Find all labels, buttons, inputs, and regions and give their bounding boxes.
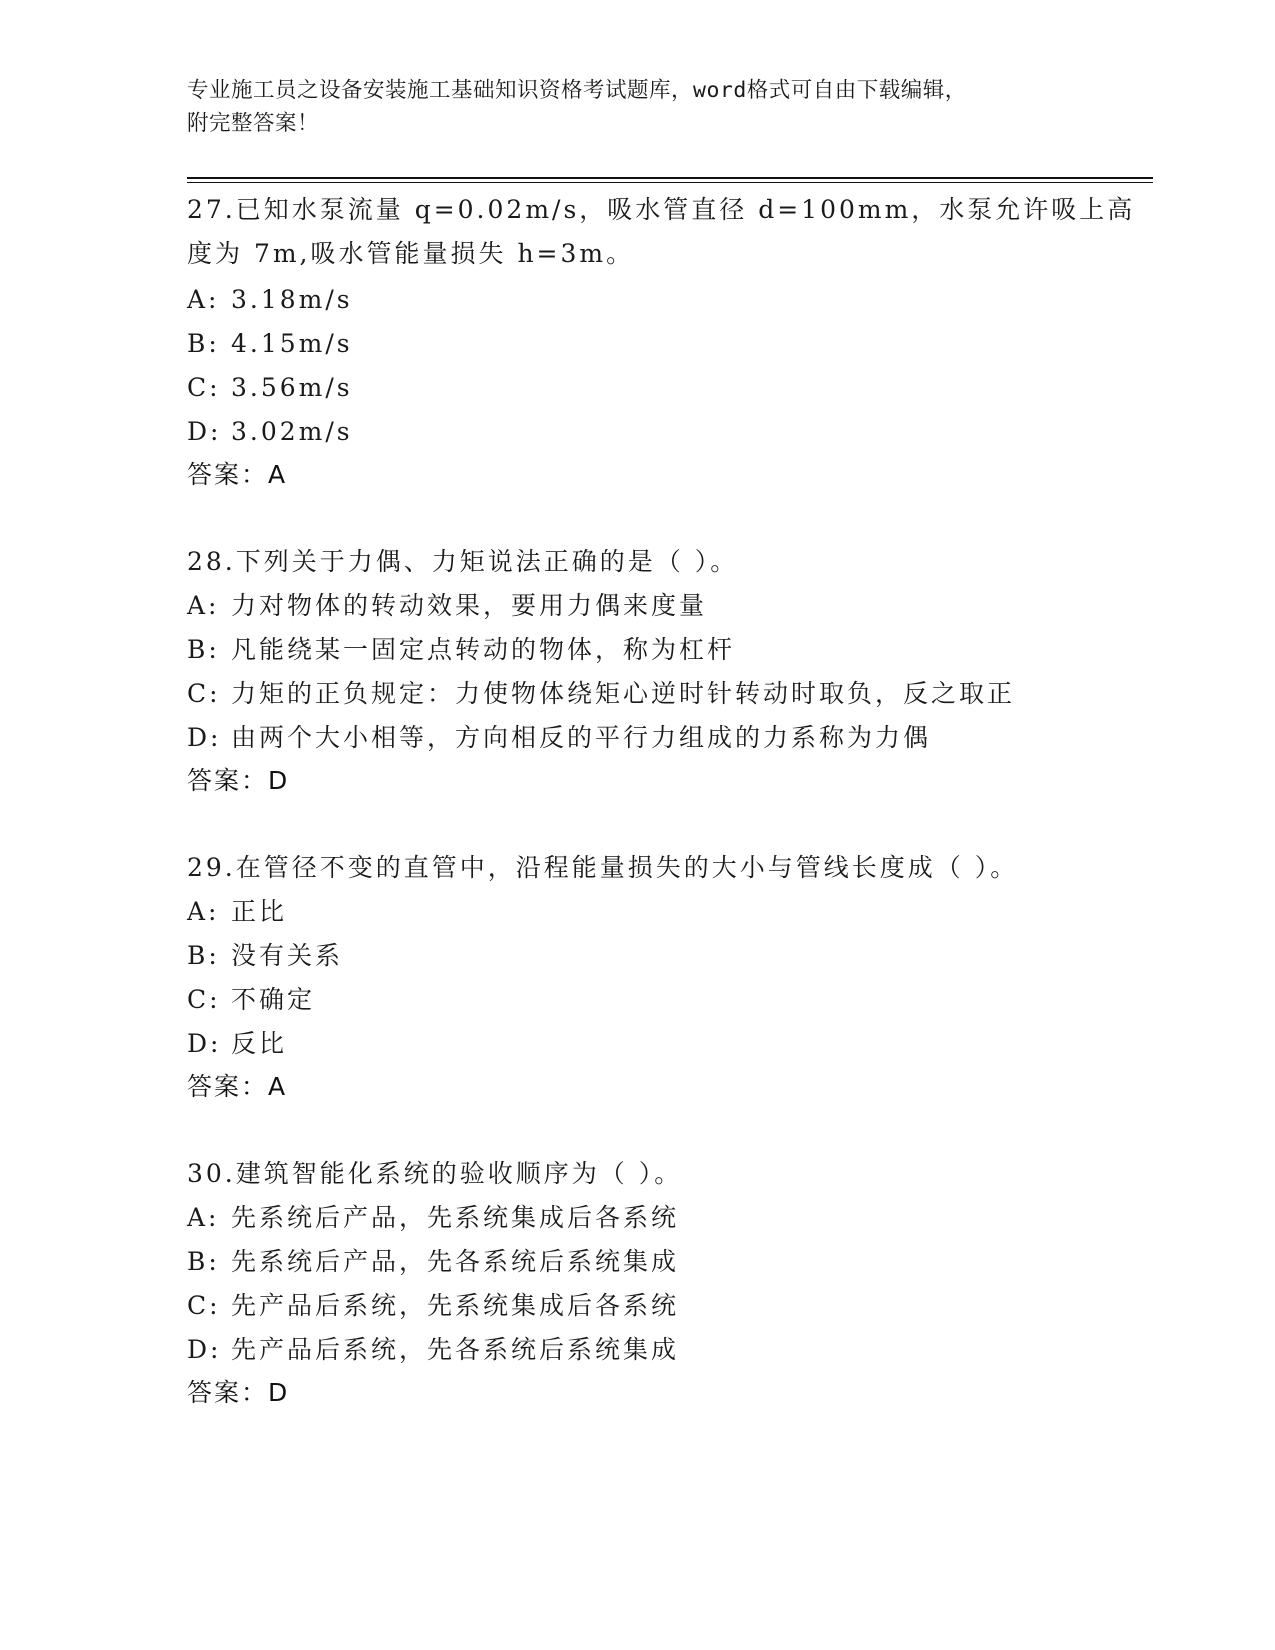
option-text: 力矩的正负规定：力使物体绕矩心逆时针转动时取负，反之取正 (231, 679, 1016, 708)
option-text: 反比 (231, 1029, 288, 1058)
question-28-option-d (187, 723, 931, 753)
option-text: 凡能绕某一固定点转动的物体，称为杠杆 (231, 635, 736, 664)
option-label: A: (187, 285, 220, 314)
question-29-option-d (187, 1029, 287, 1059)
document-header (187, 74, 1067, 140)
option-text: 先系统后产品，先各系统后系统集成 (231, 1247, 680, 1276)
question-28-option-b (187, 635, 735, 665)
option-label: A: (187, 1203, 220, 1232)
option-label: D: (187, 1335, 222, 1364)
option-text: 正比 (231, 897, 288, 926)
option-label: A: (187, 591, 220, 620)
question-27-stem-line-2: 度为 7m,吸水管能量损失 h=3m。 (187, 239, 635, 268)
question-30-option-a (187, 1203, 679, 1233)
option-text: 不确定 (231, 985, 316, 1014)
question-28-stem-line-1: 28.下列关于力偶、力矩说法正确的是（ ）。 (187, 547, 739, 576)
question-29-answer: 答案：A (187, 1072, 288, 1101)
question-27-option-b (187, 329, 353, 359)
option-label: D: (187, 1029, 222, 1058)
option-label: C: (187, 373, 221, 402)
question-27-stem-line-1: 27.已知水泵流量 q=0.02m/s，吸水管直径 d=100mm，水泵允许吸上高 (187, 195, 1136, 224)
question-27-option-c (187, 373, 353, 403)
option-label: B: (187, 329, 220, 358)
question-27-option-d (187, 417, 353, 447)
header-line-2: 附完整答案！ (187, 111, 320, 136)
question-29-option-c (187, 985, 315, 1015)
option-text: 先产品后系统，先各系统后系统集成 (231, 1335, 680, 1364)
option-text: 3.56m/s (231, 373, 353, 402)
question-30-option-b (187, 1247, 679, 1277)
option-text: 先系统后产品，先系统集成后各系统 (231, 1203, 680, 1232)
option-label: A: (187, 897, 220, 926)
option-text: 没有关系 (231, 941, 344, 970)
option-text: 3.18m/s (231, 285, 353, 314)
question-30-option-c (187, 1291, 679, 1321)
option-label: B: (187, 635, 220, 664)
question-28-option-c (187, 679, 1015, 709)
option-text: 由两个大小相等，方向相反的平行力组成的力系称为力偶 (231, 723, 932, 752)
option-text: 3.02m/s (231, 417, 353, 446)
question-29-stem-line-1: 29.在管径不变的直管中，沿程能量损失的大小与管线长度成（ ）。 (187, 853, 1019, 882)
question-27-answer: 答案：A (187, 460, 288, 489)
option-text: 力对物体的转动效果，要用力偶来度量 (231, 591, 708, 620)
option-label: B: (187, 941, 220, 970)
header-line-1: 专业施工员之设备安装施工基础知识资格考试题库，word格式可自由下载编辑， (187, 78, 967, 103)
option-text: 4.15m/s (231, 329, 353, 358)
question-28-option-a (187, 591, 707, 621)
question-30-stem-line-1: 30.建筑智能化系统的验收顺序为（ ）。 (187, 1159, 683, 1188)
option-label: C: (187, 679, 221, 708)
question-28-answer: 答案：D (187, 766, 290, 795)
option-label: B: (187, 1247, 220, 1276)
option-label: C: (187, 1291, 221, 1320)
header-divider-thick (187, 177, 1153, 179)
option-label: D: (187, 723, 222, 752)
question-29-option-a (187, 897, 287, 927)
option-text: 先产品后系统，先系统集成后各系统 (231, 1291, 680, 1320)
question-29-option-b (187, 941, 343, 971)
question-30-option-d (187, 1335, 679, 1365)
option-label: D: (187, 417, 222, 446)
header-divider-thin (187, 182, 1153, 183)
question-27-option-a (187, 285, 353, 315)
option-label: C: (187, 985, 221, 1014)
question-30-answer: 答案：D (187, 1378, 290, 1407)
